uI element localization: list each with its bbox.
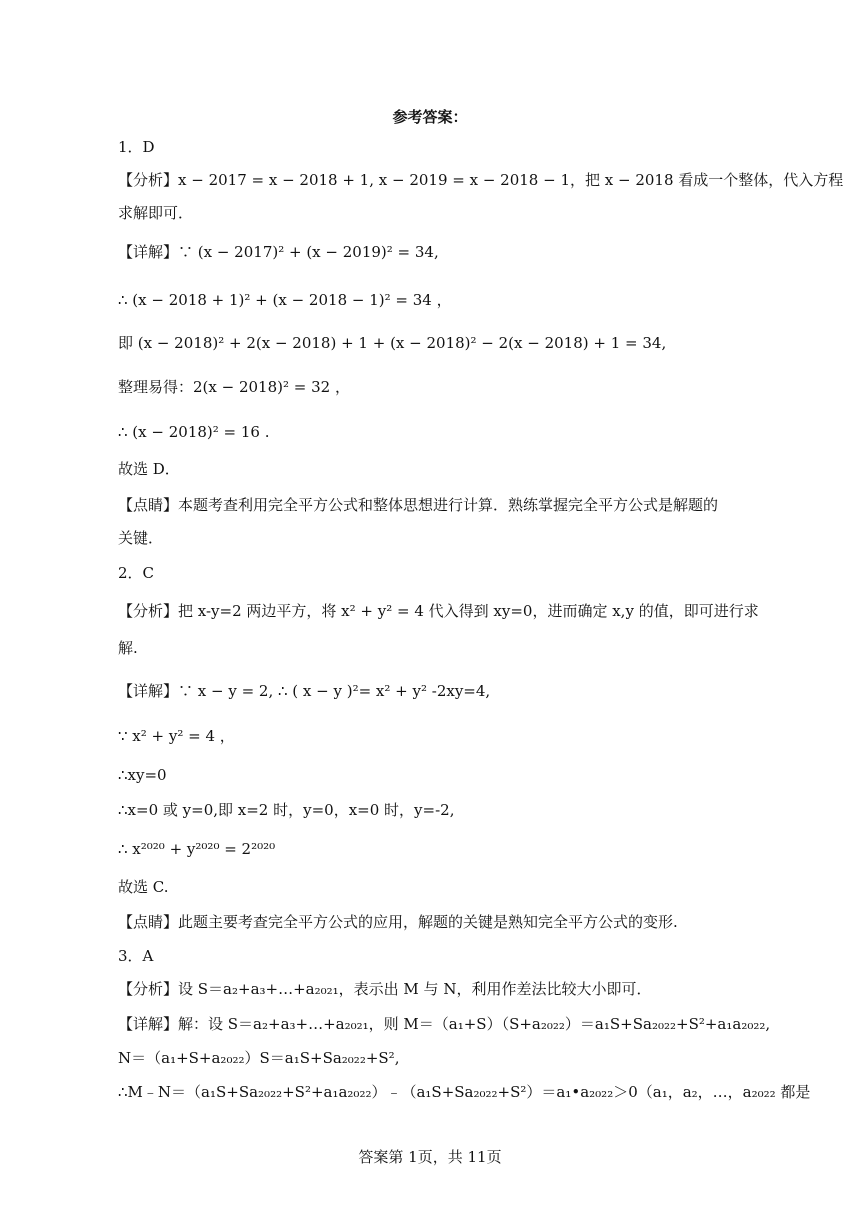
answer-line: 【详解】∵ (x − 2017)² + (x − 2019)² = 34,	[118, 243, 439, 261]
answer-line: 【分析】把 x-y=2 两边平方，将 x² + y² = 4 代入得到 xy=0，进而确定 x,y 的值，即可进行求	[118, 602, 759, 620]
answer-line: 【点睛】此题主要考查完全平方公式的应用，解题的关键是熟知完全平方公式的变形.	[118, 913, 678, 931]
answer-line: 即 (x − 2018)² + 2(x − 2018) + 1 + (x − 2018)² − 2(x − 2018) + 1 = 34,	[118, 334, 667, 352]
answer-line: ∴ (x − 2018 + 1)² + (x − 2018 − 1)² = 34 ，	[118, 291, 452, 309]
answer-line: ∵ x² + y² = 4 ，	[118, 727, 235, 745]
answer-line: 【详解】∵ x − y = 2, ∴ ( x − y )²= x² + y² -2xy=4,	[118, 682, 491, 700]
answer-line: 【分析】设 S＝a₂+a₃+…+a₂₀₂₁，表示出 M 与 N，利用作差法比较大小即可．	[118, 980, 652, 998]
answer-line: 【点睛】本题考查利用完全平方公式和整体思想进行计算．熟练掌握完全平方公式是解题的	[118, 496, 719, 514]
answer-line: 【详解】解：设 S＝a₂+a₃+…+a₂₀₂₁，则 M＝（a₁+S）（S+a₂₀₂₂）＝a₁S+Sa₂₀₂₂+S²+a₁a₂₀₂₂,	[118, 1015, 771, 1033]
answer-line: 2．C	[118, 564, 155, 582]
answer-line: ∴ x²⁰²⁰ + y²⁰²⁰ = 2²⁰²⁰	[118, 840, 276, 858]
answer-line: ∴ (x − 2018)² = 16 .	[118, 423, 270, 441]
answer-line: 整理易得：2(x − 2018)² = 32 ，	[118, 378, 350, 396]
answer-line: ∴M﹣N＝（a₁S+Sa₂₀₂₂+S²+a₁a₂₀₂₂）﹣（a₁S+Sa₂₀₂₂+S²）＝a₁•a₂₀₂₂＞0（a₁，a₂，…，a₂₀₂₂ 都是	[118, 1083, 811, 1101]
answer-line: 故选 D．	[118, 460, 180, 478]
answer-line: 解.	[118, 639, 138, 657]
answer-line: ∴xy=0	[118, 766, 167, 784]
page-footer: 答案第 1页，共 11页	[358, 1148, 502, 1166]
answer-line: 【分析】x − 2017 = x − 2018 + 1, x − 2019 = x − 2018 − 1，把 x − 2018 看成一个整体，代入方程	[118, 171, 844, 189]
answer-line: 1．D	[118, 138, 155, 156]
answer-line: N＝（a₁+S+a₂₀₂₂）S＝a₁S+Sa₂₀₂₂+S²,	[118, 1049, 400, 1067]
answer-line: ∴x=0 或 y=0,即 x=2 时，y=0，x=0 时，y=-2,	[118, 801, 455, 819]
page-title: 参考答案：	[392, 108, 468, 126]
answer-line: 关键．	[118, 529, 164, 547]
answer-line: 求解即可．	[118, 204, 194, 222]
answer-line: 故选 C.	[118, 878, 169, 896]
answer-line: 3．A	[118, 947, 154, 965]
